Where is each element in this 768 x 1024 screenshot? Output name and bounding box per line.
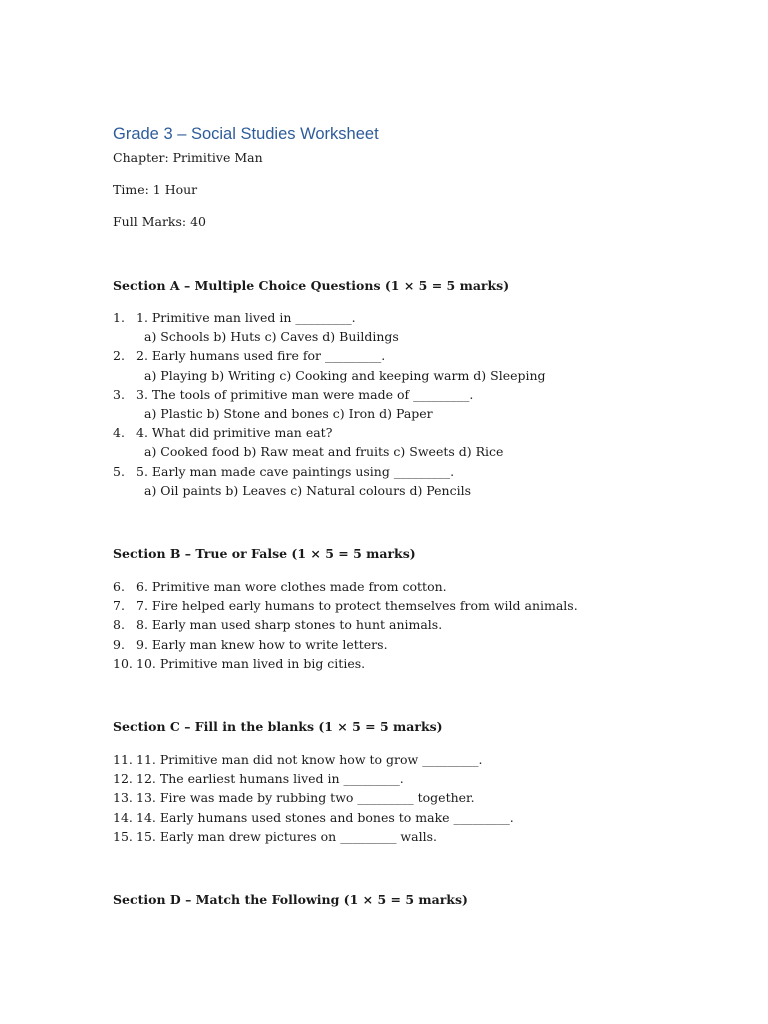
question-item xyxy=(113,308,546,346)
question-text: 7. Fire helped early humans to protect themselves from wild animals. xyxy=(136,598,578,614)
question-item xyxy=(113,654,578,673)
question-number: 12. xyxy=(113,771,133,787)
question-number: 11. xyxy=(113,752,133,767)
question-item xyxy=(113,423,546,461)
question-item xyxy=(113,788,514,807)
question-number: 1. xyxy=(113,310,125,325)
question-item xyxy=(113,635,578,654)
question-number: 3. xyxy=(113,386,125,402)
question-text: 11. Primitive man did not know how to grow _________. xyxy=(136,752,483,767)
question-number: 15. xyxy=(113,828,133,844)
page-title: Grade 3 – Social Studies Worksheet xyxy=(113,125,379,143)
question-options: a) Plastic b) Stone and bones c) Iron d) Paper xyxy=(144,406,433,422)
question-text: 12. The earliest humans lived in _________. xyxy=(136,771,404,787)
marks-line: Full Marks: 40 xyxy=(113,214,206,229)
question-item xyxy=(113,346,546,384)
question-text: 15. Early man drew pictures on _________ walls. xyxy=(136,828,437,844)
question-item xyxy=(113,750,514,769)
section-b-questions xyxy=(113,577,578,673)
section-d-heading: Section D – Match the Following (1 × 5 = 5 marks) xyxy=(113,892,468,907)
time-line: Time: 1 Hour xyxy=(113,182,198,197)
question-options: a) Playing b) Writing c) Cooking and keeping warm d) Sleeping xyxy=(144,367,546,383)
question-item xyxy=(113,577,578,596)
question-item xyxy=(113,385,546,423)
question-text: 9. Early man knew how to write letters. xyxy=(136,636,388,652)
section-b-heading: Section B – True or False (1 × 5 = 5 marks) xyxy=(113,546,416,561)
question-text: 2. Early humans used fire for _________. xyxy=(136,348,386,364)
question-item xyxy=(113,462,546,500)
question-item xyxy=(113,615,578,634)
question-item xyxy=(113,827,514,846)
section-a-questions xyxy=(113,308,546,500)
section-c-heading: Section C – Fill in the blanks (1 × 5 = 5 marks) xyxy=(113,719,443,734)
question-text: 14. Early humans used stones and bones to make _________. xyxy=(136,809,514,825)
question-number: 7. xyxy=(113,598,125,614)
question-text: 8. Early man used sharp stones to hunt animals. xyxy=(136,617,443,633)
question-number: 2. xyxy=(113,348,125,364)
section-a-heading: Section A – Multiple Choice Questions (1 × 5 = 5 marks) xyxy=(113,278,510,293)
question-text: 6. Primitive man wore clothes made from cotton. xyxy=(136,579,447,594)
question-item xyxy=(113,596,578,615)
question-number: 13. xyxy=(113,790,133,806)
question-options: a) Cooked food b) Raw meat and fruits c) Sweets d) Rice xyxy=(144,444,504,460)
question-number: 9. xyxy=(113,636,125,652)
question-options: a) Oil paints b) Leaves c) Natural colours d) Pencils xyxy=(144,482,472,498)
question-item xyxy=(113,808,514,827)
question-text: 5. Early man made cave paintings using _________. xyxy=(136,463,455,479)
question-text: 13. Fire was made by rubbing two _________ together. xyxy=(136,790,475,806)
question-number: 14. xyxy=(113,809,133,825)
question-number: 5. xyxy=(113,463,125,479)
question-text: 1. Primitive man lived in _________. xyxy=(136,310,356,325)
question-text: 4. What did primitive man eat? xyxy=(136,425,333,441)
question-item xyxy=(113,769,514,788)
question-number: 4. xyxy=(113,425,125,441)
question-number: 6. xyxy=(113,579,125,594)
question-number: 10. xyxy=(113,655,133,671)
chapter-line: Chapter: Primitive Man xyxy=(113,150,263,165)
question-number: 8. xyxy=(113,617,125,633)
section-c-questions xyxy=(113,750,514,846)
question-text: 10. Primitive man lived in big cities. xyxy=(136,655,366,671)
question-text: 3. The tools of primitive man were made of _________. xyxy=(136,386,474,402)
question-options: a) Schools b) Huts c) Caves d) Buildings xyxy=(144,329,399,345)
